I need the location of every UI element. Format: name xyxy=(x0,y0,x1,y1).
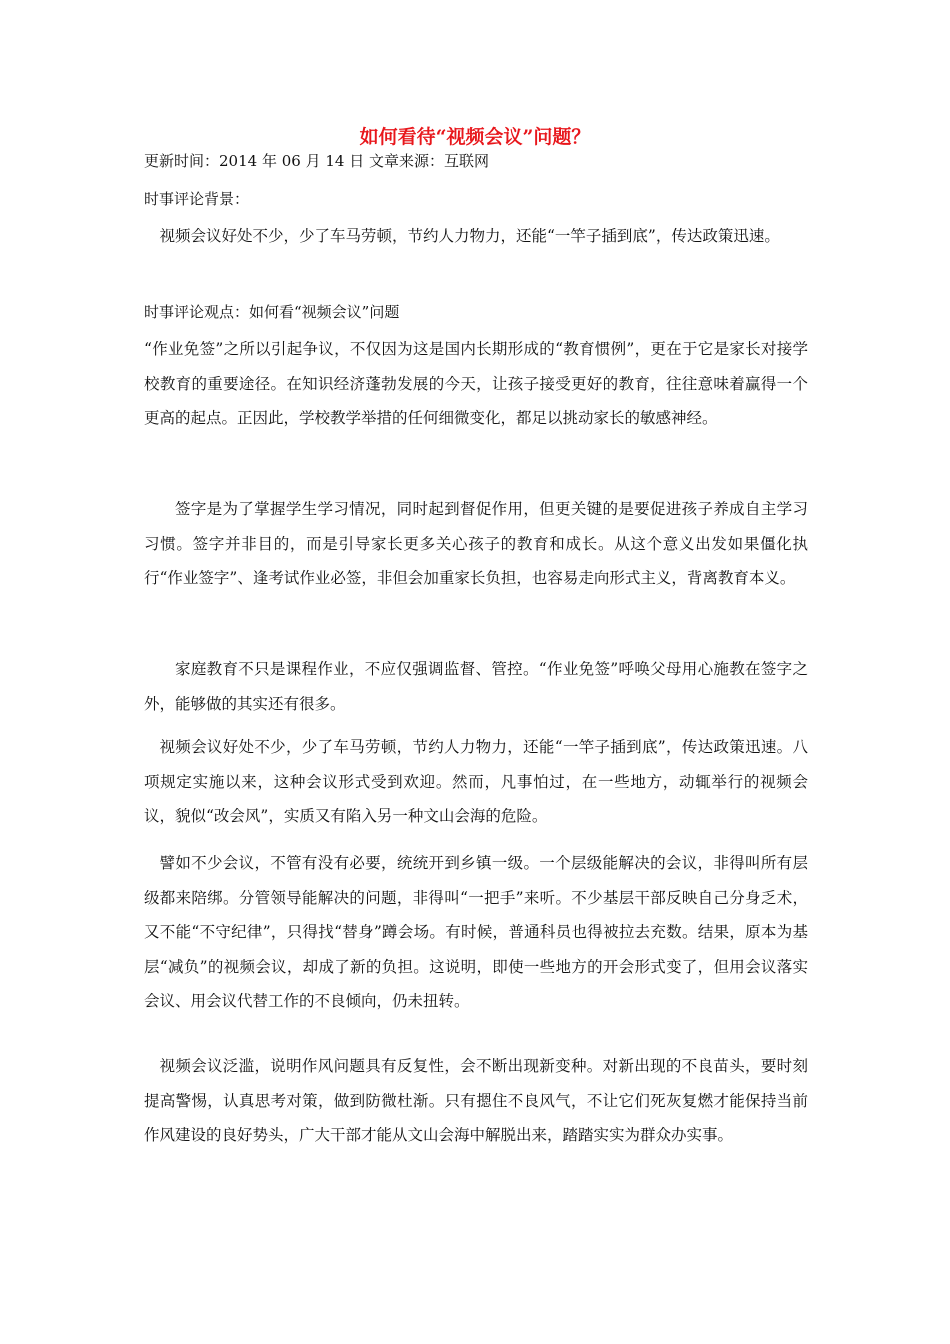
background-paragraph: 视频会议好处不少，少了车马劳顿，节约人力物力，还能“一竿子插到底”，传达政策迅速。 xyxy=(159,227,780,245)
paragraph-1: “作业免签”之所以引起争议，不仅因为这是国内长期形成的“教育惯例”，更在于它是家长对接学校教育的重要途径。在知识经济蓬勃发展的今天，让孩子接受更好的教育，往往意味着赢得一个更高的起点。正因此，学校教学举措的任何细微变化，都足以挑动家长的敏感神经。 xyxy=(144,340,808,427)
paragraph-6: 视频会议泛滥，说明作风问题具有反复性，会不断出现新变种。对新出现的不良苗头，要时刻提高警惕，认真思考对策，做到防微杜渐。只有摁住不良风气，不让它们死灰复燃才能保持当前作风建设的良好势头，广大干部才能从文山会海中解脱出来，踏踏实实为群众办实事。 xyxy=(144,1057,808,1144)
meta-line: 更新时间：2014 年 06 月 14 日 文章来源：互联网 xyxy=(144,152,489,170)
viewpoint-label: 时事评论观点：如何看“视频会议”问题 xyxy=(144,303,400,321)
paragraph-2: 签字是为了掌握学生学习情况，同时起到督促作用，但更关键的是要促进孩子养成自主学习习惯。签字并非目的，而是引导家长更多关心孩子的教育和成长。从这个意义出发如果僵化执行“作业签字”、逢考试作业必签，非但会加重家长负担，也容易走向形式主义，背离教育本义。 xyxy=(144,500,808,587)
paragraph-4: 视频会议好处不少，少了车马劳顿，节约人力物力，还能“一竿子插到底”，传达政策迅速。八项规定实施以来，这种会议形式受到欢迎。然而，凡事怕过，在一些地方，动辄举行的视频会议，貌似“改会风”，实质又有陷入另一种文山会海的危险。 xyxy=(144,738,808,825)
page-title: 如何看待“视频会议”问题？ xyxy=(359,126,591,148)
background-label: 时事评论背景： xyxy=(144,190,250,208)
paragraph-3: 家庭教育不只是课程作业，不应仅强调监督、管控。“作业免签”呼唤父母用心施教在签字之外，能够做的其实还有很多。 xyxy=(144,660,808,713)
paragraph-5: 譬如不少会议，不管有没有必要，统统开到乡镇一级。一个层级能解决的会议，非得叫所有层级都来陪绑。分管领导能解决的问题，非得叫“一把手”来听。不少基层干部反映自己分身乏术，又不能“不守纪律”，只得找“替身”蹲会场。有时候，普通科员也得被拉去充数。结果，原本为基层“减负”的视频会议，却成了新的负担。这说明，即使一些地方的开会形式变了，但用会议落实会议、用会议代替工作的不良倾向，仍未扭转。 xyxy=(144,854,808,1010)
